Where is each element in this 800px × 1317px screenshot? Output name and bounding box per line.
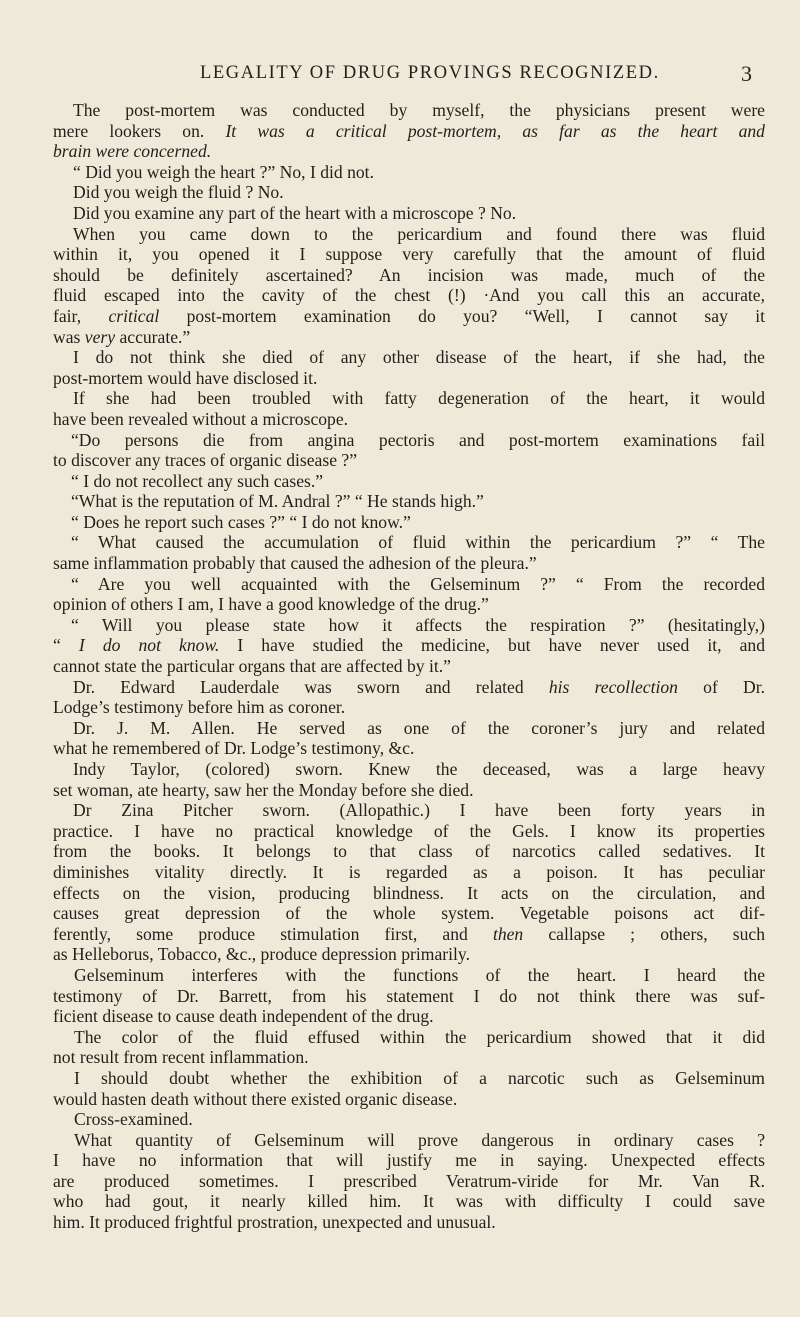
text-line [53, 903, 765, 924]
text-line [53, 182, 765, 203]
text-run: ficient disease to cause death independent of the drug. [53, 1006, 434, 1027]
text-run: I have studied the medicine, but have never used it, and [219, 635, 765, 656]
text-run: I do not think she died of any other disease of the heart, if she had, the [73, 347, 765, 368]
italic-text: brain were concerned. [53, 141, 212, 162]
text-run: was [53, 326, 85, 347]
text-line [53, 285, 765, 306]
text-run: post-mortem examination do you? “Well, I cannot say it [159, 305, 765, 326]
running-head [0, 63, 800, 89]
italic-text: very [84, 326, 116, 347]
text-line [53, 409, 765, 430]
text-line [53, 450, 765, 471]
text-run: Cross-examined. [74, 1109, 193, 1130]
text-line [53, 965, 765, 986]
text-line [53, 327, 765, 348]
text-line [53, 656, 765, 677]
text-run: from the books. It belongs to that class of narcotics called sedatives. It [53, 841, 765, 862]
text-run: of Dr. [677, 676, 765, 697]
text-run: him. It produced frightful prostration, unexpected and unusual. [53, 1212, 496, 1233]
text-run: What quantity of Gelseminum will prove dangerous in ordinary cases ? [74, 1129, 765, 1150]
text-run: would hasten death without there existed organic disease. [53, 1088, 458, 1109]
text-run: “ Are you well acquainted with the Gelseminum ?” “ From the recorded [71, 573, 765, 594]
text-line [53, 615, 765, 636]
text-line [53, 1191, 765, 1212]
text-line [53, 1089, 765, 1110]
text-line [53, 306, 765, 327]
text-line [53, 224, 765, 245]
text-run: mere lookers on. [53, 120, 226, 141]
italic-text: critical [108, 305, 160, 326]
text-line [53, 244, 765, 265]
text-line [53, 594, 765, 615]
text-run: fluid escaped into the cavity of the chest (!) ·And you call this an accurate, [53, 285, 765, 306]
text-line [53, 883, 765, 904]
text-line [53, 1027, 765, 1048]
italic-text: I do not know. [78, 635, 220, 656]
text-line [53, 841, 765, 862]
text-line [53, 1068, 765, 1089]
text-line [53, 1047, 765, 1068]
text-line [53, 430, 765, 451]
text-line [53, 718, 765, 739]
text-line [53, 388, 765, 409]
text-line [53, 532, 765, 553]
text-line [53, 780, 765, 801]
text-run: “ What caused the accumulation of fluid within the pericardium ?” “ The [71, 532, 765, 553]
text-run: accurate.” [115, 326, 191, 347]
text-run: Did you weigh the fluid ? No. [73, 182, 284, 203]
text-run: “What is the reputation of M. Andral ?” “ He stands high.” [71, 491, 484, 512]
text-run: causes great depression of the whole system. Vegetable poisons act dif- [53, 903, 765, 924]
text-line [53, 944, 765, 965]
text-line [53, 471, 765, 492]
text-run: “Do persons die from angina pectoris and post-mortem examinations fail [71, 429, 765, 450]
running-title: LEGALITY OF DRUG PROVINGS RECOGNIZED. [200, 63, 660, 83]
text-line [53, 553, 765, 574]
text-line [53, 574, 765, 595]
text-run: I have no information that will justify me in saying. Unexpected effects [53, 1150, 765, 1171]
text-line [53, 162, 765, 183]
text-line [53, 347, 765, 368]
text-line [53, 141, 765, 162]
text-line [53, 986, 765, 1007]
text-line [53, 1006, 765, 1027]
text-run: same inflammation probably that caused the adhesion of the pleura.” [53, 553, 537, 574]
text-run: Gelseminum interferes with the functions of the heart. I heard the [74, 964, 765, 985]
text-line [53, 697, 765, 718]
text-run: practice. I have no practical knowledge of the Gels. I know its properties [53, 820, 765, 841]
text-line [53, 738, 765, 759]
text-line [53, 1171, 765, 1192]
text-run: callapse ; others, such [523, 923, 765, 944]
italic-text: then [492, 923, 524, 944]
text-run: cannot state the particular organs that are affected by it.” [53, 656, 451, 677]
text-run: as Helleborus, Tobacco, &c., produce depression primarily. [53, 944, 470, 965]
text-line [53, 100, 765, 121]
text-run: “ I do not recollect any such cases.” [71, 470, 324, 491]
text-run: effects on the vision, producing blindness. It acts on the circulation, and [53, 882, 765, 903]
text-line [53, 491, 765, 512]
text-run: are produced sometimes. I prescribed Veratrum-viride for Mr. Van R. [53, 1170, 765, 1191]
text-run: If she had been troubled with fatty degeneration of the heart, it would [73, 388, 765, 409]
text-run: “ Did you weigh the heart ?” No, I did not. [73, 161, 374, 182]
italic-text: his recollection [548, 676, 678, 697]
text-run: testimony of Dr. Barrett, from his statement I do not think there was suf- [53, 985, 765, 1006]
text-line [53, 862, 765, 883]
text-run: ferently, some produce stimulation first, and [53, 923, 493, 944]
text-run: Did you examine any part of the heart with a microscope ? No. [73, 202, 517, 223]
text-line [53, 512, 765, 533]
text-run: post-mortem would have disclosed it. [53, 367, 318, 388]
text-run: fair, [53, 305, 109, 326]
text-line [53, 1212, 765, 1233]
text-line [53, 265, 765, 286]
text-line [53, 368, 765, 389]
text-run: opinion of others I am, I have a good knowledge of the drug.” [53, 594, 489, 615]
text-line [53, 821, 765, 842]
text-run: Dr. Edward Lauderdale was sworn and related [73, 676, 549, 697]
text-line [53, 1109, 765, 1130]
text-run: diminishes vitality directly. It is regarded as a poison. It has peculiar [53, 861, 765, 882]
text-run: The post-mortem was conducted by myself, the physicians present were [73, 100, 765, 120]
text-run: Dr Zina Pitcher sworn. (Allopathic.) I have been forty years in [73, 800, 765, 821]
text-run: should be definitely ascertained? An incision was made, much of the [53, 264, 765, 285]
text-line [53, 677, 765, 698]
text-run: Lodge’s testimony before him as coroner. [53, 697, 346, 718]
text-line [53, 635, 765, 656]
text-run: to discover any traces of organic disease ?” [53, 450, 358, 471]
text-run: set woman, ate hearty, saw her the Monday before she died. [53, 779, 474, 800]
text-run: within it, you opened it I suppose very carefully that the amount of fluid [53, 244, 765, 265]
text-run: what he remembered of Dr. Lodge’s testimony, &c. [53, 738, 415, 759]
text-line [53, 203, 765, 224]
body-text [53, 100, 765, 1233]
text-line [53, 800, 765, 821]
text-run: have been revealed without a microscope. [53, 408, 349, 429]
text-run: When you came down to the pericardium and found there was fluid [73, 223, 765, 244]
text-line [53, 1150, 765, 1171]
page-number: 3 [741, 61, 752, 86]
text-run: who had gout, it nearly killed him. It was with difficulty I could save [53, 1191, 765, 1212]
text-run: I should doubt whether the exhibition of a narcotic such as Gelseminum [74, 1067, 765, 1088]
text-line [53, 121, 765, 142]
text-run: “ [53, 635, 79, 656]
text-run: “ Will you please state how it affects the respiration ?” (hesitatingly,) [71, 614, 765, 635]
text-run: The color of the fluid effused within the pericardium showed that it did [74, 1026, 765, 1047]
text-run: “ Does he report such cases ?” “ I do not know.” [71, 511, 411, 532]
text-run: Dr. J. M. Allen. He served as one of the coroner’s jury and related [73, 717, 765, 738]
text-run: not result from recent inflammation. [53, 1047, 309, 1068]
text-line [53, 1130, 765, 1151]
text-run: Indy Taylor, (colored) sworn. Knew the deceased, was a large heavy [73, 759, 765, 779]
italic-text: It was a critical post-mortem, as far as the heart and [225, 120, 765, 141]
text-line [53, 924, 765, 945]
text-line [53, 759, 765, 780]
